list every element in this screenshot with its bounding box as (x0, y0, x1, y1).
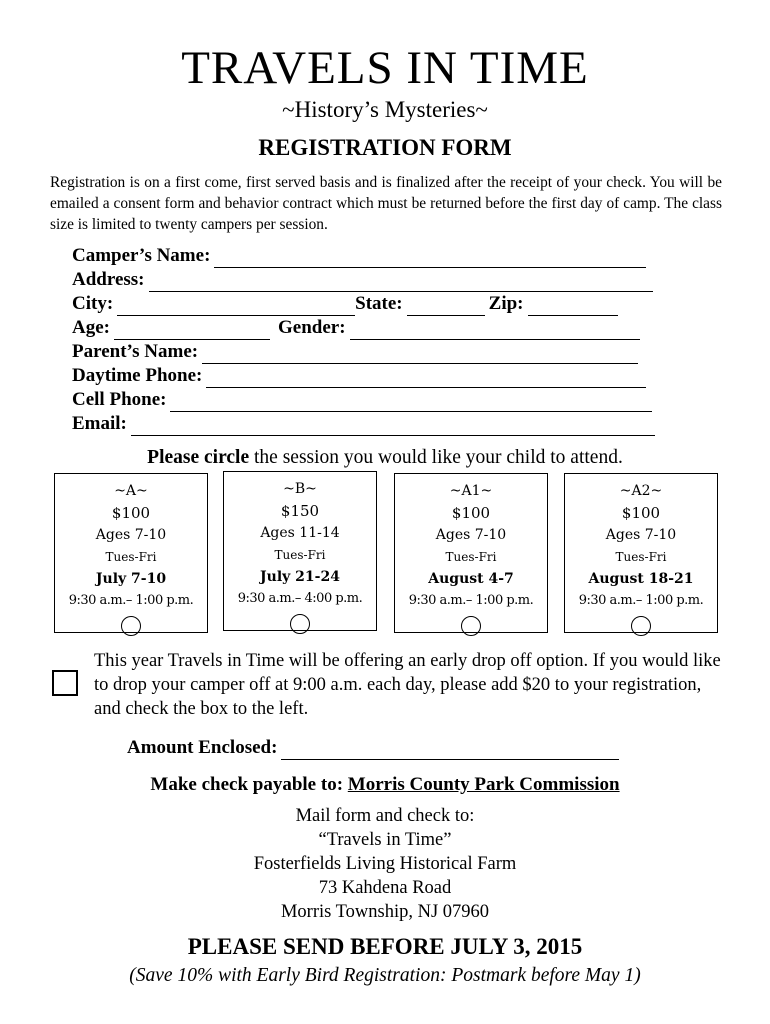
amount-label: Amount Enclosed: (127, 737, 278, 758)
address-row (72, 268, 657, 292)
daytime-phone-row (72, 364, 650, 388)
email-row (72, 412, 659, 436)
intro-paragraph: Registration is on a first come, first served basis and is finalized after the receipt of your check. You will be emailed a consent form and behavior contract which must be returned before the first day of camp. The class size is limited to twenty campers per session. (50, 174, 722, 233)
session-ages: Ages 11-14 (260, 525, 340, 541)
session-dates: July 7-10 (95, 571, 167, 587)
parents-name-label: Parent’s Name: (72, 341, 199, 362)
parents-name-field[interactable] (202, 344, 638, 364)
mail-line-4: Morris Township, NJ 07960 (280, 902, 490, 922)
zip-label: Zip: (488, 293, 524, 314)
parents-name-row (72, 340, 642, 364)
campers-name-row (72, 244, 650, 268)
early-bird-note: (Save 10% with Early Bird Registration: Postmark before May 1) (129, 965, 641, 986)
city-row (72, 292, 622, 316)
mail-intro: Mail form and check to: (295, 806, 475, 826)
age-label: Age: (72, 317, 110, 338)
cell-phone-field[interactable] (170, 392, 652, 412)
payable-label: Make check payable to: (150, 774, 348, 795)
session-code: ~A2~ (619, 483, 663, 499)
instruction-rest: the session you would like your child to attend. (249, 447, 623, 468)
cell-phone-row (72, 388, 656, 412)
session-price: $150 (280, 502, 320, 520)
session-time: 9:30 a.m.– 1:00 p.m. (408, 593, 534, 608)
session-days: Tues-Fri (615, 550, 667, 564)
session-card-a[interactable] (54, 473, 208, 633)
session-time: 9:30 a.m.– 1:00 p.m. (68, 593, 194, 608)
address-label: Address: (72, 269, 145, 290)
mail-line-1: “Travels in Time” (318, 830, 452, 850)
session-card-a2[interactable] (564, 473, 718, 633)
session-ages: Ages 7-10 (435, 527, 507, 543)
session-card-b[interactable] (223, 471, 377, 631)
session-dates: August 18-21 (588, 571, 694, 587)
daytime-phone-field[interactable] (206, 368, 646, 388)
city-label: City: (72, 293, 114, 314)
payable-line (0, 773, 770, 797)
state-field[interactable] (407, 296, 485, 316)
address-field[interactable] (149, 272, 653, 292)
gender-label: Gender: (277, 317, 346, 338)
session-price: $100 (111, 504, 151, 522)
email-field[interactable] (131, 416, 655, 436)
amount-field[interactable] (281, 740, 619, 760)
session-days: Tues-Fri (274, 548, 326, 562)
session-time: 9:30 a.m.– 1:00 p.m. (578, 593, 704, 608)
session-instruction (0, 446, 770, 470)
form-title: REGISTRATION FORM (258, 135, 512, 160)
early-dropoff-text: This year Travels in Time will be offering an early drop off option. If you would like to drop your camper off at 9:00 a.m. each day, please add $20 to your registration, and check the box to the left. (94, 651, 721, 719)
session-card-a1[interactable] (394, 473, 548, 633)
mail-line-3: 73 Kahdena Road (318, 878, 452, 898)
early-dropoff-checkbox[interactable] (52, 670, 78, 696)
session-select-circle[interactable] (121, 616, 141, 636)
campers-name-field[interactable] (214, 248, 646, 268)
session-days: Tues-Fri (445, 550, 497, 564)
page-title: TRAVELS IN TIME (181, 42, 589, 94)
mail-line-2: Fosterfields Living Historical Farm (253, 854, 517, 874)
session-code: ~A1~ (449, 483, 493, 499)
payee-name: Morris County Park Commission (347, 774, 620, 795)
campers-name-label: Camper’s Name: (72, 245, 211, 266)
session-time: 9:30 a.m.– 4:00 p.m. (237, 591, 363, 606)
session-price: $100 (451, 504, 491, 522)
deadline-notice: PLEASE SEND BEFORE JULY 3, 2015 (187, 934, 583, 959)
session-ages: Ages 7-10 (95, 527, 167, 543)
instruction-bold: Please circle (147, 447, 250, 468)
zip-field[interactable] (528, 296, 618, 316)
session-select-circle[interactable] (461, 616, 481, 636)
age-row (72, 316, 644, 340)
session-code: ~A~ (114, 483, 148, 499)
session-dates: August 4-7 (428, 571, 514, 587)
session-dates: July 21-24 (260, 569, 340, 585)
session-code: ~B~ (283, 481, 317, 497)
age-field[interactable] (114, 320, 270, 340)
session-select-circle[interactable] (631, 616, 651, 636)
session-price: $100 (621, 504, 661, 522)
email-label: Email: (72, 413, 127, 434)
daytime-phone-label: Daytime Phone: (72, 365, 203, 386)
session-ages: Ages 7-10 (605, 527, 677, 543)
city-field[interactable] (117, 296, 355, 316)
cell-phone-label: Cell Phone: (72, 389, 167, 410)
page-subtitle: ~History’s Mysteries~ (282, 97, 488, 122)
state-label: State: (355, 293, 403, 314)
session-select-circle[interactable] (290, 614, 310, 634)
amount-row (127, 736, 623, 760)
session-days: Tues-Fri (105, 550, 157, 564)
gender-field[interactable] (350, 320, 640, 340)
